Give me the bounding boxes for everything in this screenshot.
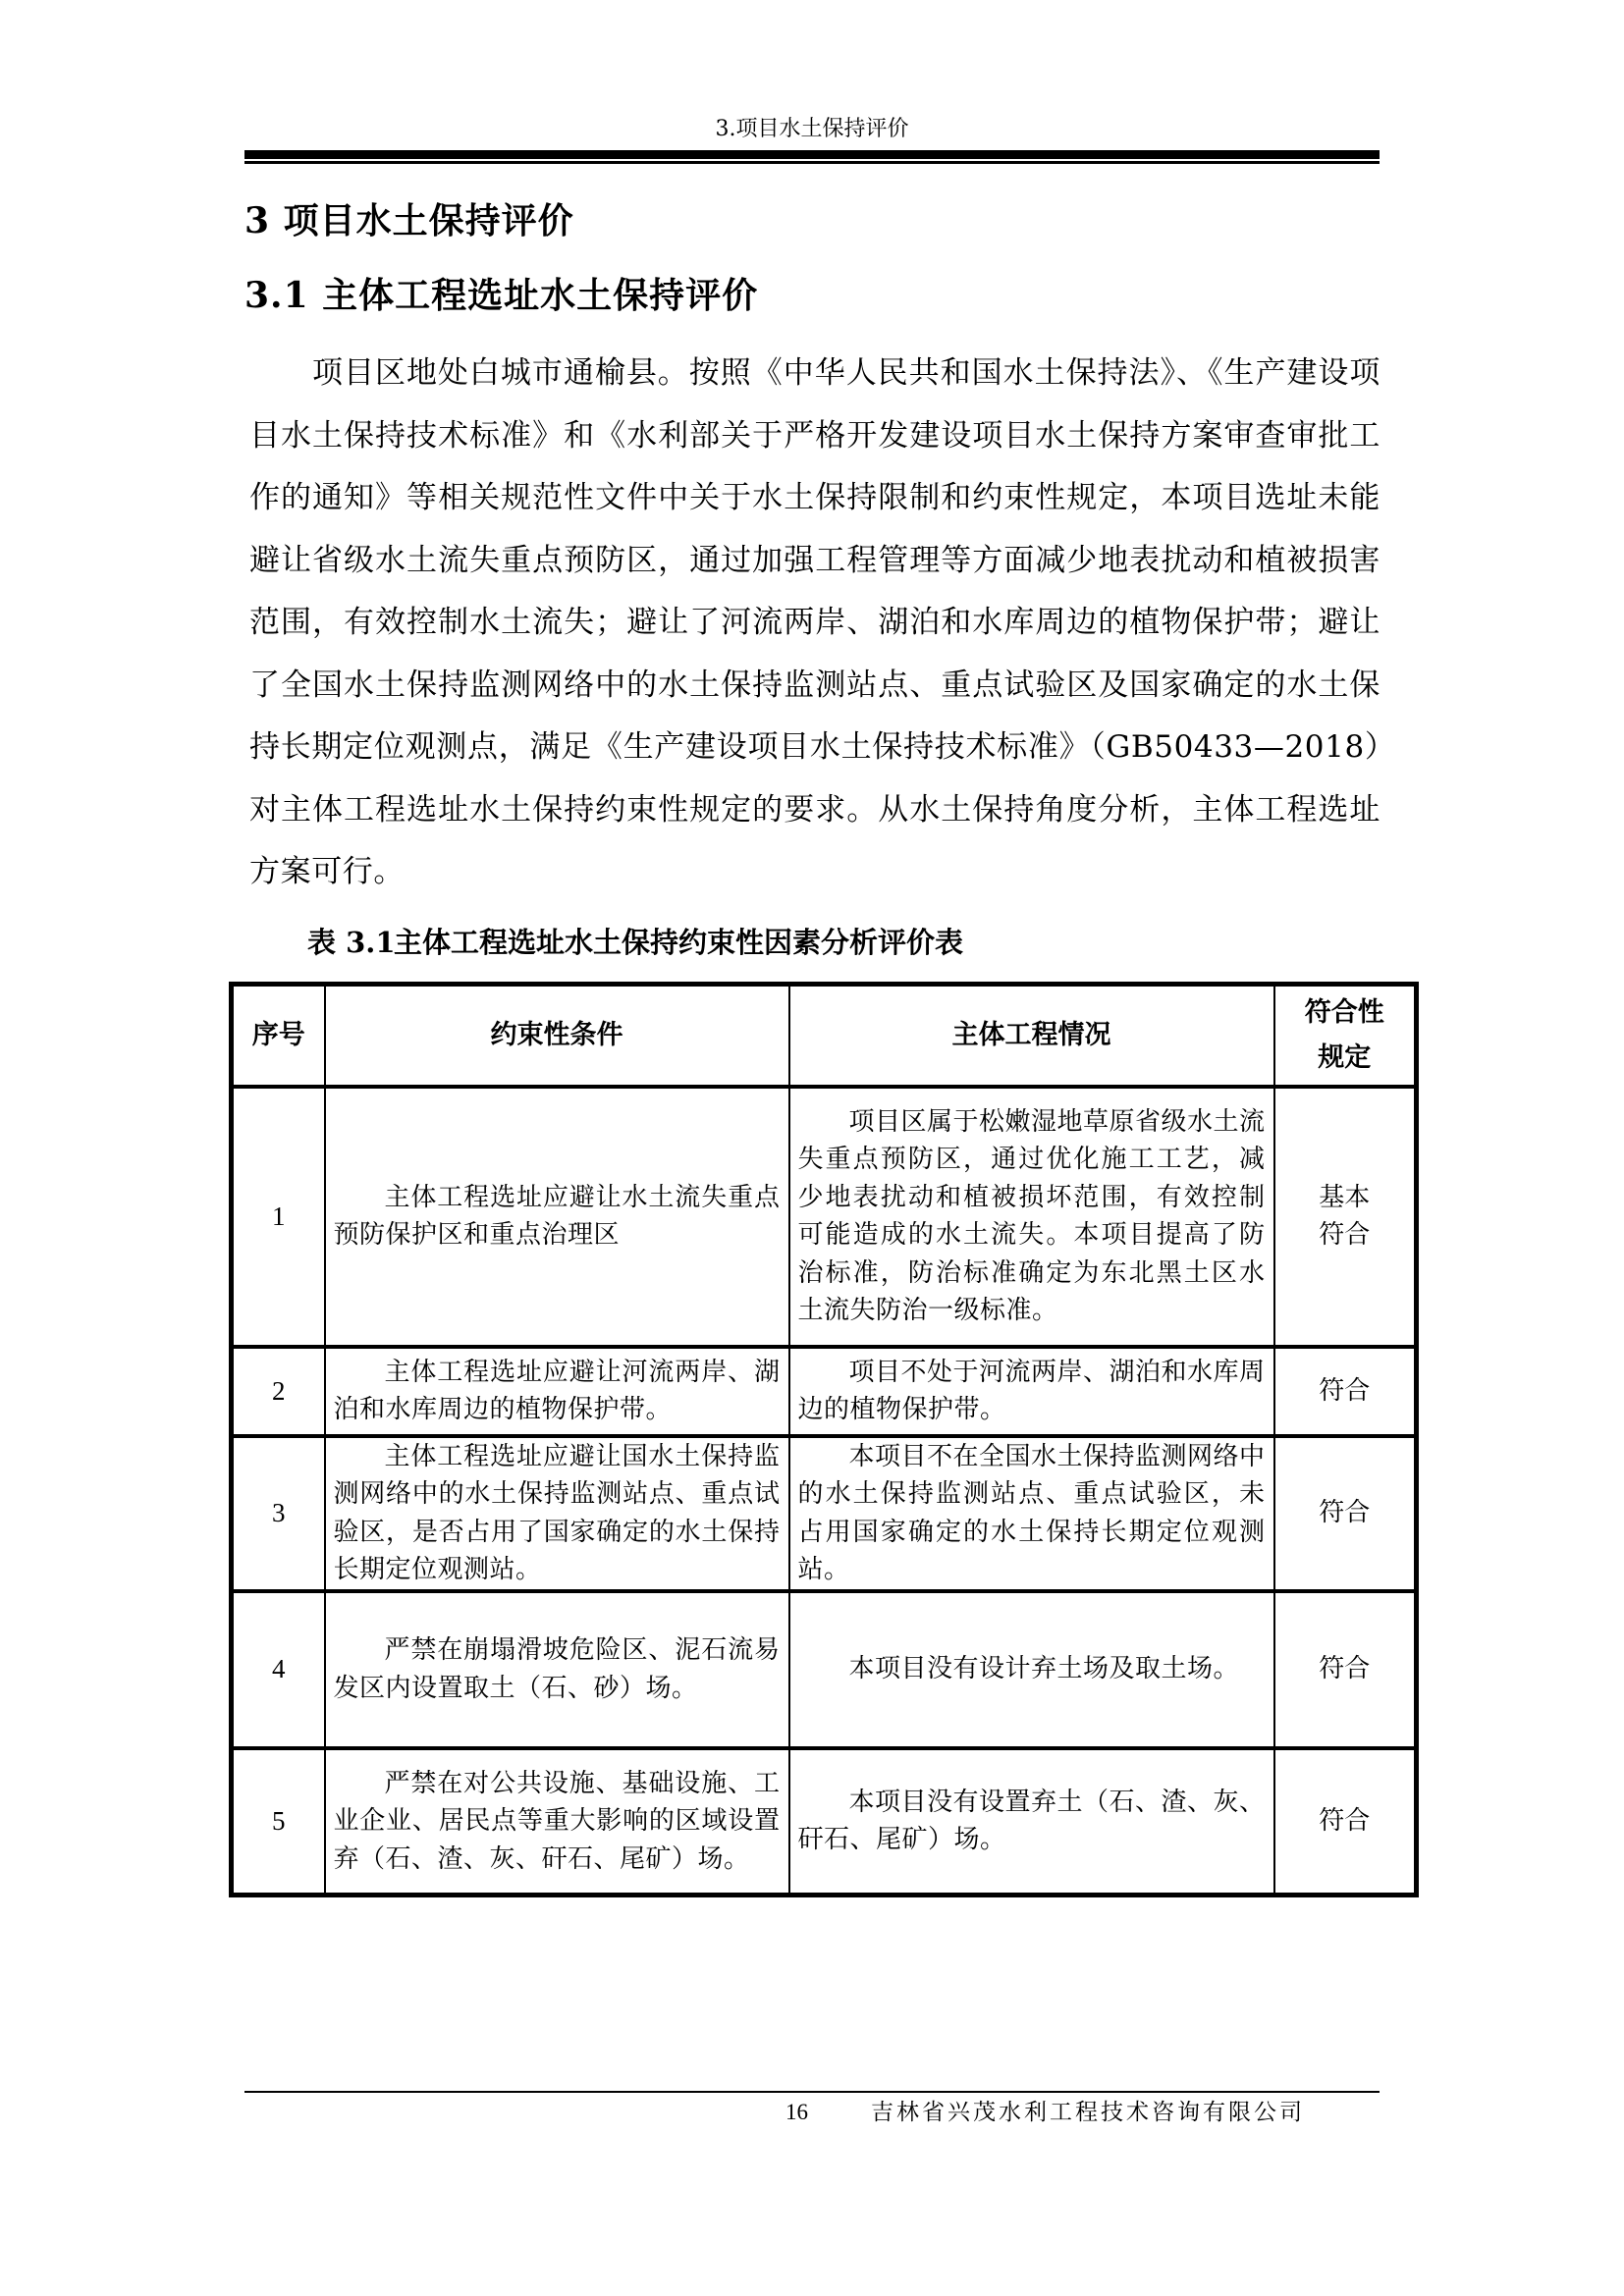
header-rule-thin: [244, 161, 1380, 164]
cell-compliance: 符合: [1274, 1347, 1417, 1436]
col-header-no: 序号: [232, 985, 325, 1087]
cell-condition: 严禁在崩塌滑坡危险区、泥石流易发区内设置取土（石、砂）场。: [325, 1591, 789, 1748]
cell-no: 2: [232, 1347, 325, 1436]
page-number: 16: [785, 2100, 808, 2124]
table-caption-title: 主体工程选址水土保持约束性因素分析评价表: [394, 926, 964, 959]
footer-rule: [244, 2091, 1380, 2093]
cell-compliance: [1274, 1087, 1417, 1347]
table-row: [232, 1347, 1417, 1436]
cell-no: 1: [232, 1087, 325, 1347]
cell-situation: 本项目没有设计弃土场及取土场。: [789, 1591, 1274, 1748]
table-header-row: [232, 985, 1417, 1087]
cell-no: 3: [232, 1436, 325, 1591]
table-caption-number: 表 3.1: [307, 926, 396, 959]
table-caption: [307, 918, 963, 967]
cell-no: 4: [232, 1591, 325, 1748]
chapter-heading: 3 项目水土保持评价: [244, 200, 574, 241]
col-header-compliance: [1274, 985, 1417, 1087]
body-paragraph: 项目区地处白城市通榆县。按照《中华人民共和国水土保持法》、《生产建设项目水土保持技术标准》和《水利部关于严格开发建设项目水土保持方案审查审批工作的通知》等相关规范性文件中关于水土保持限制和约束性规定，本项目选址未能避让省级水土流失重点预防区，通过加强工程管理等方面减少地表扰动和植被损害范围，有效控制水土流失；避让了河流两岸、湖泊和水库周边的植物保护带；避让了全国水土保持监测网络中的水土保持监测站点、重点试验区及国家确定的水土保持长期定位观测点，满足《生产建设项目水土保持技术标准》（GB50433—2018）对主体工程选址水土保持约束性规定的要求。从水土保持角度分析，主体工程选址方案可行。: [249, 355, 1380, 889]
cell-compliance-text: 基本符合: [1319, 1182, 1371, 1250]
cell-condition: 主体工程选址应避让国水土保持监测网络中的水土保持监测站点、重点试验区，是否占用了国家确定的水土保持长期定位观测站。: [325, 1436, 789, 1591]
running-header: 3.项目水土保持评价: [715, 117, 909, 141]
cell-compliance: 符合: [1274, 1748, 1417, 1896]
table-row: [232, 1591, 1417, 1748]
cell-condition: 严禁在对公共设施、基础设施、工业企业、居民点等重大影响的区域设置弃（石、渣、灰、矸石、尾矿）场。: [325, 1748, 789, 1896]
cell-situation: 项目不处于河流两岸、湖泊和水库周边的植物保护带。: [789, 1347, 1274, 1436]
footer-organization: 吉林省兴茂水利工程技术咨询有限公司: [871, 2100, 1305, 2125]
table-row: [232, 1748, 1417, 1896]
cell-compliance: 符合: [1274, 1591, 1417, 1748]
col-header-situation: 主体工程情况: [789, 985, 1274, 1087]
table-row: [232, 1436, 1417, 1591]
cell-situation: 项目区属于松嫩湿地草原省级水土流失重点预防区，通过优化施工工艺，减少地表扰动和植被损坏范围，有效控制可能造成的水土流失。本项目提高了防治标准，防治标准确定为东北黑土区水土流失防治一级标准。: [789, 1087, 1274, 1347]
col-header-compliance-text: 符合性规定: [1304, 996, 1384, 1073]
cell-no: 5: [232, 1748, 325, 1896]
cell-situation: 本项目不在全国水土保持监测网络中的水土保持监测站点、重点试验区，未占用国家确定的水土保持长期定位观测站。: [789, 1436, 1274, 1591]
table-row: [232, 1087, 1417, 1347]
section-heading: 3.1 主体工程选址水土保持评价: [244, 275, 759, 316]
col-header-condition: 约束性条件: [325, 985, 789, 1087]
header-rule-thick: [244, 150, 1380, 159]
cell-compliance: 符合: [1274, 1436, 1417, 1591]
cell-condition: 主体工程选址应避让河流两岸、湖泊和水库周边的植物保护带。: [325, 1347, 789, 1436]
cell-condition: 主体工程选址应避让水土流失重点预防保护区和重点治理区: [325, 1087, 789, 1347]
constraint-analysis-table: [229, 982, 1419, 1897]
cell-situation: 本项目没有设置弃土（石、渣、灰、矸石、尾矿）场。: [789, 1748, 1274, 1896]
